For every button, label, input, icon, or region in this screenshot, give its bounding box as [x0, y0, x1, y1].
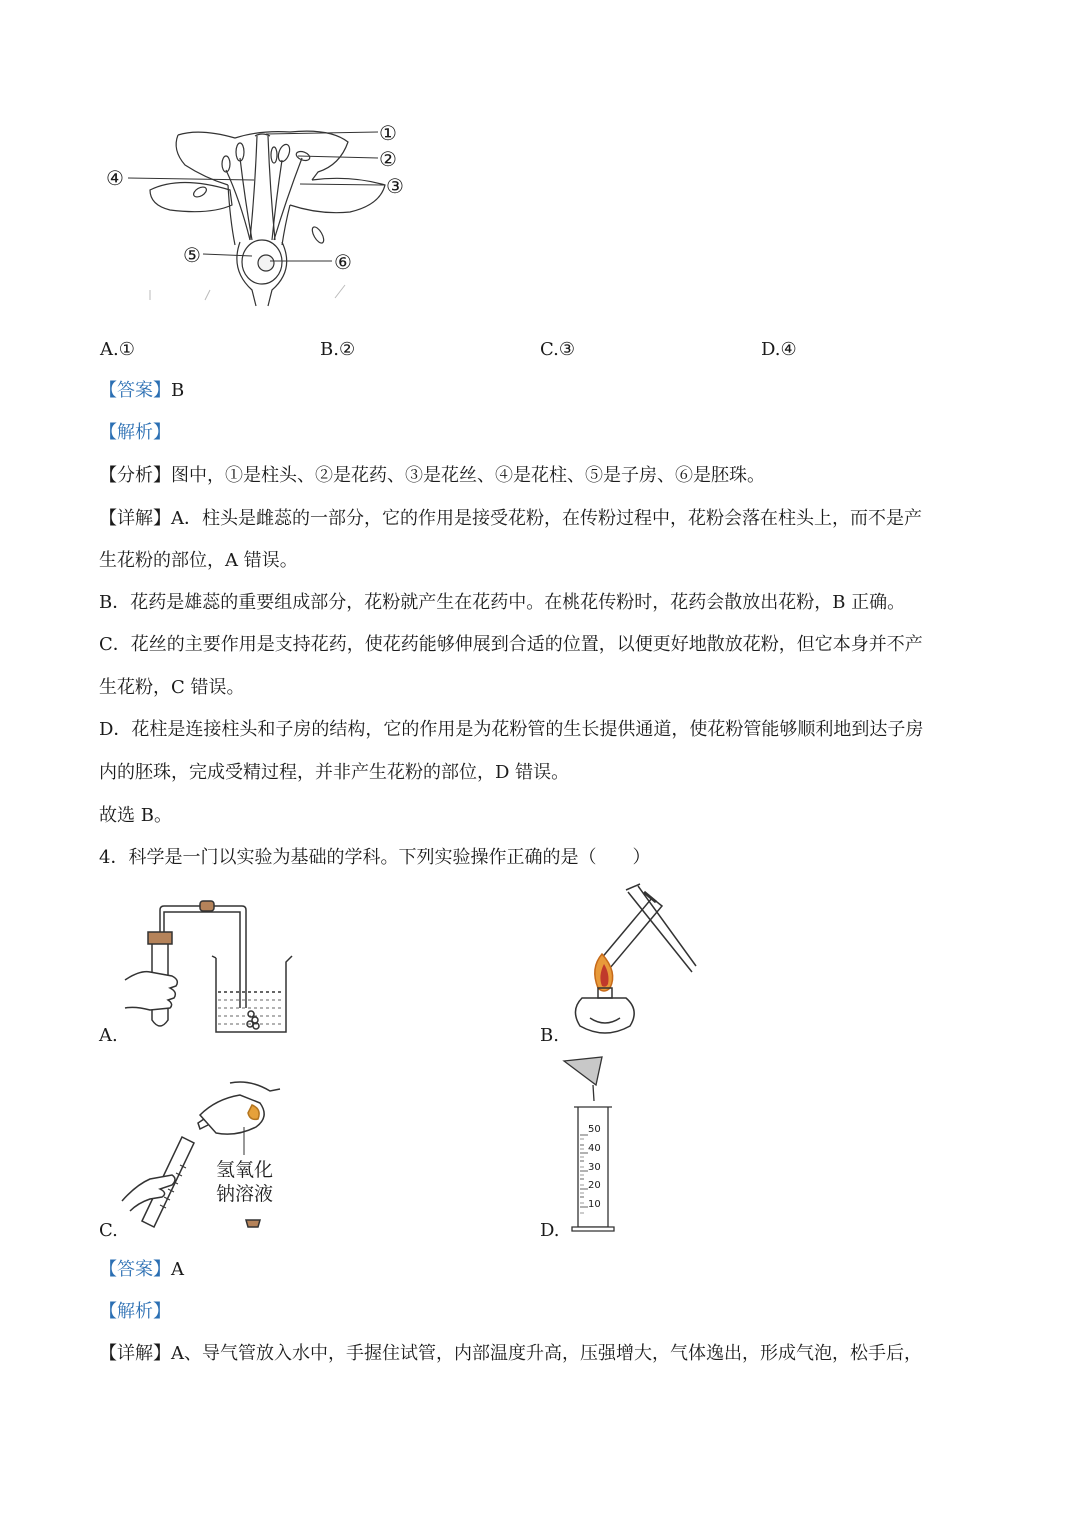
q4-naoh-label-line2: 钠溶液: [216, 1183, 274, 1205]
q4-analysis-heading: 【解析】: [99, 1301, 171, 1322]
flower-label-5: ⑤: [183, 243, 201, 267]
q4-detail: 【详解】A、导气管放入水中，手握住试管，内部温度升高，压强增大，气体逸出，形成气泡，松手后，: [99, 1343, 922, 1364]
q3-detail-a-line2: 生花粉的部位，A 错误。: [99, 550, 298, 571]
cylinder-tick-20: 20: [588, 1180, 601, 1191]
q4-option-a-label: A.: [99, 1025, 118, 1046]
q3-option-a: A.①: [100, 339, 135, 360]
q3-detail-b: B．花药是雄蕊的重要组成部分，花粉就产生在花药中。在桃花传粉时，花药会散放出花粉，B 正确。: [99, 592, 906, 613]
cylinder-tick-40: 40: [588, 1143, 601, 1154]
q3-analysis-heading: 【解析】: [99, 422, 171, 443]
q4-option-a-illustration: [120, 880, 300, 1040]
q3-answer: 【答案】B: [99, 380, 185, 401]
flower-label-6: ⑥: [334, 250, 352, 274]
q3-conclusion: 故选 B。: [99, 805, 172, 826]
q3-detail-a-line1: 【详解】A．柱头是雌蕊的一部分，它的作用是接受花粉，在传粉过程中，花粉会落在柱头上，而不是产: [99, 508, 922, 529]
q4-option-b-label: B.: [540, 1025, 559, 1046]
flower-structure-diagram: [100, 115, 420, 315]
q3-detail-d-line2: 内的胚珠，完成受精过程，并非产生花粉的部位，D 错误。: [99, 762, 570, 783]
q4-naoh-label-line1: 氢氧化: [216, 1159, 274, 1181]
cylinder-tick-50: 50: [588, 1124, 601, 1135]
q4-answer: 【答案】A: [99, 1259, 184, 1280]
q3-option-d: D.④: [761, 339, 797, 360]
q4-option-d-label: D.: [540, 1220, 560, 1241]
q3-fenxi: 【分析】图中，①是柱头、②是花药、③是花丝、④是花柱、⑤是子房、⑥是胚珠。: [99, 465, 765, 486]
q3-option-b: B.②: [320, 339, 356, 360]
flower-label-4: ④: [106, 166, 124, 190]
q3-detail-c-line1: C．花丝的主要作用是支持花药，使花药能够伸展到合适的位置，以便更好地散放花粉，但它本身并不产: [99, 634, 923, 655]
q4-option-c-label: C.: [99, 1220, 118, 1241]
q4-option-b-illustration: [560, 880, 700, 1040]
q3-detail-d-line1: D．花柱是连接柱头和子房的结构，它的作用是为花粉管的生长提供通道，使花粉管能够顺利地到达子房: [99, 719, 924, 740]
cylinder-tick-10: 10: [588, 1199, 601, 1210]
flower-label-3: ③: [386, 174, 404, 198]
cylinder-tick-30: 30: [588, 1162, 601, 1173]
flower-label-2: ②: [379, 147, 397, 171]
q4-stem: 4．科学是一门以实验为基础的学科。下列实验操作正确的是（ ）: [99, 847, 651, 868]
q4-option-c-illustration: [120, 1075, 290, 1235]
flower-label-1: ①: [379, 121, 397, 145]
q3-option-c: C.③: [540, 339, 575, 360]
q3-detail-c-line2: 生花粉，C 错误。: [99, 677, 245, 698]
